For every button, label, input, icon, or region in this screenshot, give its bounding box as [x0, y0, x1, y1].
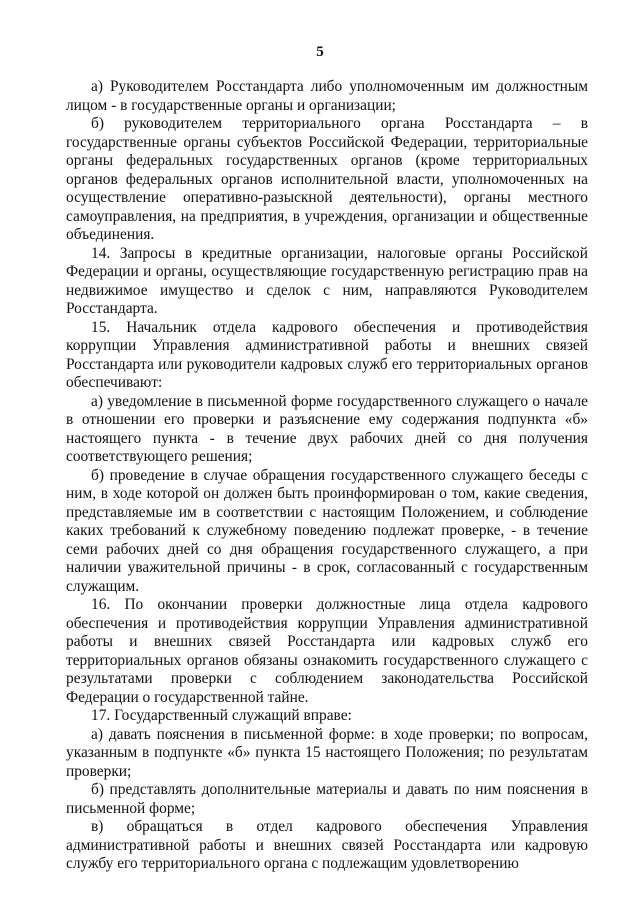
document-body [66, 78, 588, 874]
paragraph-16: 16. По окончании проверки должностные лица отдела кадрового обеспечения и противодействия коррупции Управления административной работы и внешних связей Росстандарта или кадровых служб его территориальных органов обязаны ознакомить государственного служащего с результатами проверки с соблюдением законодательства Российской Федерации о государственной тайне. [66, 596, 588, 706]
paragraph-13a: а) Руководителем Росстандарта либо уполномоченным им должностным лицом - в государственные органы и организации; [66, 78, 588, 114]
paragraph-13b: б) руководителем территориального органа Росстандарта – в государственные органы субъектов Российской Федерации, территориальные органы федеральных государственных органов (кроме территориальных органов федеральных органов исполнительной власти, уполномоченных на осуществление оперативно-разыскной деятельности), органы местного самоуправления, на предприятия, в учреждения, организации и общественные объединения. [66, 115, 588, 243]
page-number: 5 [316, 44, 324, 60]
paragraph-17a: а) давать пояснения в письменной форме: в ходе проверки; по вопросам, указанным в подпункте «б» пункта 15 настоящего Положения; по результатам проверки; [66, 725, 588, 780]
paragraph-15: 15. Начальник отдела кадрового обеспечения и противодействия коррупции Управления административной работы и внешних связей Росстандарта или руководители кадровых служб его территориальных органов обеспечивают: [66, 318, 588, 391]
paragraph-17c: в) обращаться в отдел кадрового обеспечения Управления административной работы и внешних связей Росстандарта или кадровую службу его территориального органа с подлежащим удовлетворению [66, 818, 588, 872]
paragraph-15b: б) проведение в случае обращения государственного служащего беседы с ним, в ходе которой он должен быть проинформирован о том, какие сведения, представляемые им в соответствии с настоящим Положением, и соблюдение каких требований к служебному поведению подлежат проверке, - в течение семи рабочих дней со дня обращения государственного служащего, а при наличии уважительной причины - в срок, согласованный с государственным служащим. [66, 466, 588, 595]
paragraph-15a: а) уведомление в письменной форме государственного служащего о начале в отношении его проверки и разъяснение ему содержания подпункта «б» настоящего пункта - в течение двух рабочих дней со дня получения соответствующего решения; [66, 392, 588, 465]
paragraph-17b: б) представлять дополнительные материалы и давать по ним пояснения в письменной форме; [66, 781, 588, 817]
paragraph-14: 14. Запросы в кредитные организации, налоговые органы Российской Федерации и органы, осуществляющие государственную регистрацию прав на недвижимое имущество и сделок с ним, направляются Руководителем Росстандарта. [66, 244, 588, 317]
paragraph-17: 17. Государственный служащий вправе: [91, 707, 352, 724]
